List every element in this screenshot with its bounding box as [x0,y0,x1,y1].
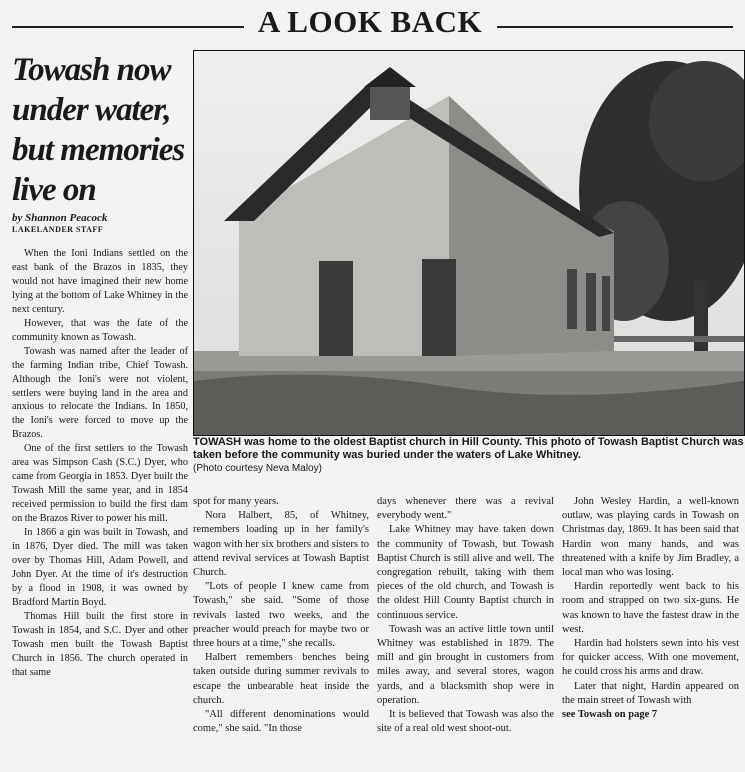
paragraph: days whenever there was a revival everybody went." [377,496,554,522]
headline-line: live on [12,172,96,208]
section-banner: A LOOK BACK [257,4,483,39]
paragraph: However, that was the fate of the community known as Towash. [12,317,188,343]
headline-line: but memories [12,132,185,168]
paragraph: Nora Halbert, 85, of Whitney, remembers loading up in her family's wagon with her six brothers and sisters to attend revival services at Towash Baptist Church. [193,510,369,579]
paragraph: John Wesley Hardin, a well-known outlaw, was playing cards in Towash on Christmas day, 1869. It has been said that Hardin won many hands, and was threatened with a knife by Jim Bradley, a local man who was losing. [562,496,739,579]
banner-rule-left [12,26,244,28]
paragraph: Towash was an active little town until Whitney was established in 1879. The mill and gin brought in customers from miles away, and several stores, wagon yards, and a blacksmith shop were in operation. [377,623,554,706]
headline-line: under water, [12,92,171,128]
headline [12,50,190,210]
photo-credit: (Photo courtesy Neva Maloy) [193,463,322,474]
article-column-3 [377,495,554,770]
paragraph: spot for many years. [193,496,279,507]
paragraph: Towash was named after the leader of the farming Indian tribe, Chief Towash. Although the Ioni's were not violent, settlers were buying land in the area and anxious to relocate the Indians. In 1850, the Ioni's were forced to move up the Brazos. [12,345,188,441]
paragraph: Halbert remembers benches being taken outside during summer revivals to escape the unbearable heat inside the church. [193,652,369,706]
paragraph: One of the first settlers to the Towash area was Simpson Cash (S.C.) Dyer, who came from Georgia in 1853. Dyer built the Towash Mill the same year, and in 1854 received permission to build the first dam on the Brazos River to power his mill. [12,443,188,525]
photo-caption [193,436,745,475]
paragraph: Hardin reportedly went back to his room and strapped on two six-guns. He was known to have the fastest draw in the west. [562,581,739,635]
article-column-1 [12,247,188,769]
paragraph: Lake Whitney may have taken down the community of Towash, but Towash Baptist Church is still alive and well. The congregation rebuilt, taking with them pieces of the old church, and Towash is the oldest Hill County Baptist church in continuous service. [377,524,554,621]
paragraph: Thomas Hill built the first store in Towash in 1854, and S.C. Dyer and other Towash men built the Towash Baptist Church in 1856. The church operated in that same [12,610,188,678]
paragraph: Later that night, Hardin appeared on the main street of Towash with [562,680,739,706]
paragraph: "Lots of people I knew came from Towash," she said. "Some of those revivals lasted two weeks, and the preacher would preach for maybe two or three hours at a time," she recalls. [193,581,369,650]
paragraph: Hardin had holsters sewn into his vest for quicker access. With one movement, he could cross his arms and draw. [562,638,739,678]
byline: by Shannon Peacock [12,212,108,224]
continued-reference: see Towash on page 7 [562,709,658,721]
paragraph: When the Ioni Indians settled on the east bank of the Brazos in 1835, they would not have imagined their new home lying at the bottom of Lake Whitney in the next century. [12,248,188,315]
banner-rule-right [497,26,733,28]
church-photo [193,50,745,436]
article-column-4 [562,495,739,770]
article-column-2 [193,495,369,770]
caption-text: TOWASH was home to the oldest Baptist church in Hill County. This photo of Towash Baptist Church was taken before the community was buried under the waters of Lake Whitney. [193,436,744,461]
paragraph: In 1866 a gin was built in Towash, and in 1876, Dyer died. The mill was taken over by Thomas Hill, Adam Powell, and John Dyer. At the time of it's destruction by a flood in 1908, it was owned by Bradford Martin Boyd. [12,527,188,608]
church-photo-illustration [194,51,744,435]
paragraph: It is believed that Towash was also the site of a real old west shoot-out. [377,709,554,735]
paragraph: "All different denominations would come," she said. "In those [193,709,369,735]
headline-line: Towash now [12,52,171,88]
staff-label: LAKELANDER STAFF [12,225,104,234]
